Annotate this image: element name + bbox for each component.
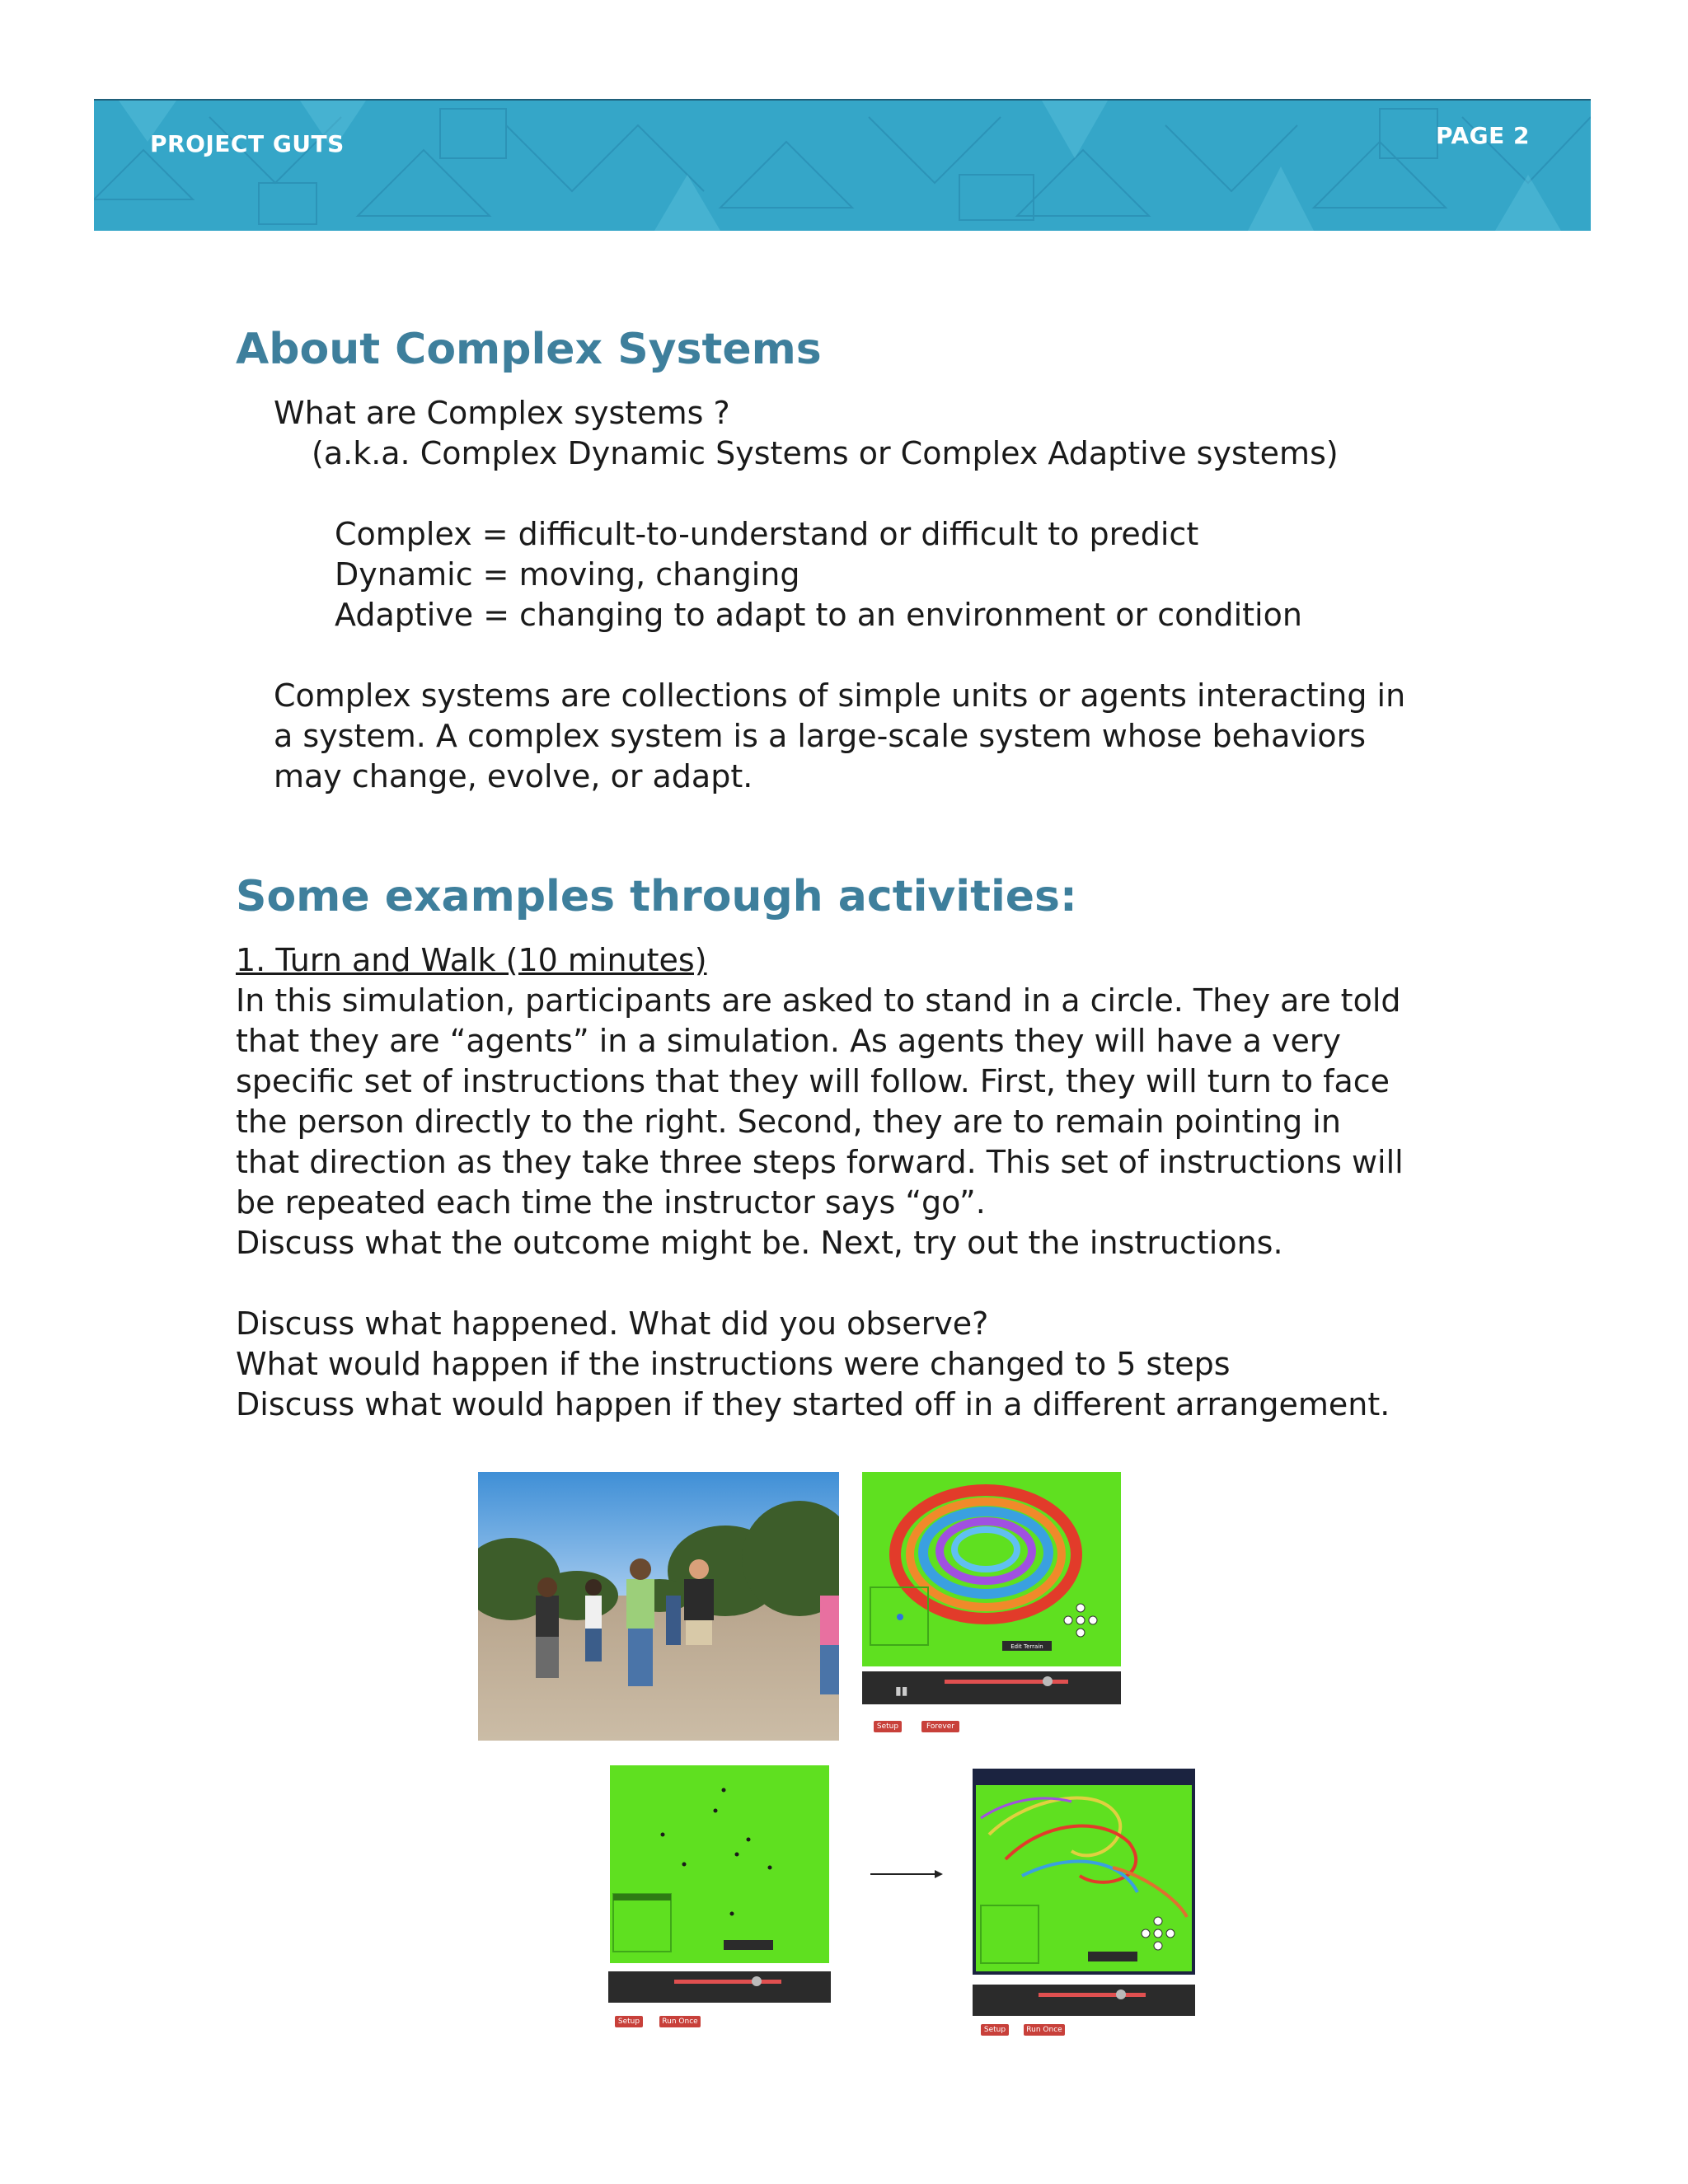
text-line: a system. A complex system is a large-scale system whose behaviors	[274, 718, 1367, 754]
header-page-label: PAGE 2	[1436, 122, 1530, 149]
text-line: (a.k.a. Complex Dynamic Systems or Complex Adaptive systems)	[312, 435, 1339, 471]
heading-examples: Some examples through activities:	[236, 872, 1077, 921]
run-once-button[interactable]: Run Once	[659, 2016, 701, 2027]
simulation-spiral-result	[862, 1472, 1121, 1741]
text-line: the person directly to the right. Second, they are to remain pointing in	[236, 1104, 1341, 1140]
text-line: Discuss what would happen if they started off in a different arrangement.	[236, 1386, 1390, 1422]
simulation-initial-state	[608, 1765, 831, 2037]
speed-slider	[608, 1971, 831, 2003]
photo-participants-circle	[478, 1472, 839, 1741]
speed-slider	[973, 1985, 1195, 2016]
text-line: Discuss what happened. What did you observe?	[236, 1305, 989, 1342]
text-line: be repeated each time the instructor says “go”.	[236, 1184, 986, 1221]
setup-button[interactable]: Setup	[615, 2016, 643, 2027]
text-line: Adaptive = changing to adapt to an environment or condition	[335, 597, 1302, 633]
text-line: specific set of instructions that they will follow. First, they will turn to face	[236, 1063, 1390, 1099]
spiral-pattern	[862, 1472, 1121, 1666]
text-line: What are Complex systems ?	[274, 395, 730, 431]
simulation-trails-result	[973, 1769, 1195, 2044]
text-line: What would happen if the instructions were changed to 5 steps	[236, 1346, 1231, 1382]
forever-button[interactable]: Forever	[921, 1721, 959, 1732]
text-line: Complex systems are collections of simple units or agents interacting in	[274, 677, 1406, 714]
activity-title: 1. Turn and Walk (10 minutes)	[236, 942, 707, 978]
text-line: Complex = difficult-to-understand or difficult to predict	[335, 516, 1199, 552]
banner-pattern	[94, 101, 1591, 231]
header-banner	[94, 99, 1591, 231]
run-once-button[interactable]: Run Once	[1024, 2024, 1065, 2036]
arrow-right-icon	[869, 1866, 943, 1882]
speed-slider	[862, 1671, 1121, 1704]
text-line: Dynamic = moving, changing	[335, 556, 800, 593]
heading-about-complex-systems: About Complex Systems	[236, 325, 822, 374]
setup-button[interactable]: Setup	[981, 2024, 1009, 2036]
edit-terrain-label: Edit Terrain	[1010, 1643, 1043, 1650]
text-line: In this simulation, participants are asked to stand in a circle. They are told	[236, 982, 1401, 1019]
header-project-label: PROJECT GUTS	[150, 130, 345, 157]
text-line: that direction as they take three steps forward. This set of instructions will	[236, 1144, 1404, 1180]
setup-button[interactable]: Setup	[874, 1721, 902, 1732]
svg-text:▮▮: ▮▮	[895, 1685, 908, 1698]
text-line: may change, evolve, or adapt.	[274, 758, 753, 794]
text-line: Discuss what the outcome might be. Next, try out the instructions.	[236, 1225, 1283, 1261]
trail-pattern	[973, 1769, 1195, 1975]
agent-dots	[608, 1765, 831, 1963]
text-line: that they are “agents” in a simulation. As agents they will have a very	[236, 1023, 1342, 1059]
